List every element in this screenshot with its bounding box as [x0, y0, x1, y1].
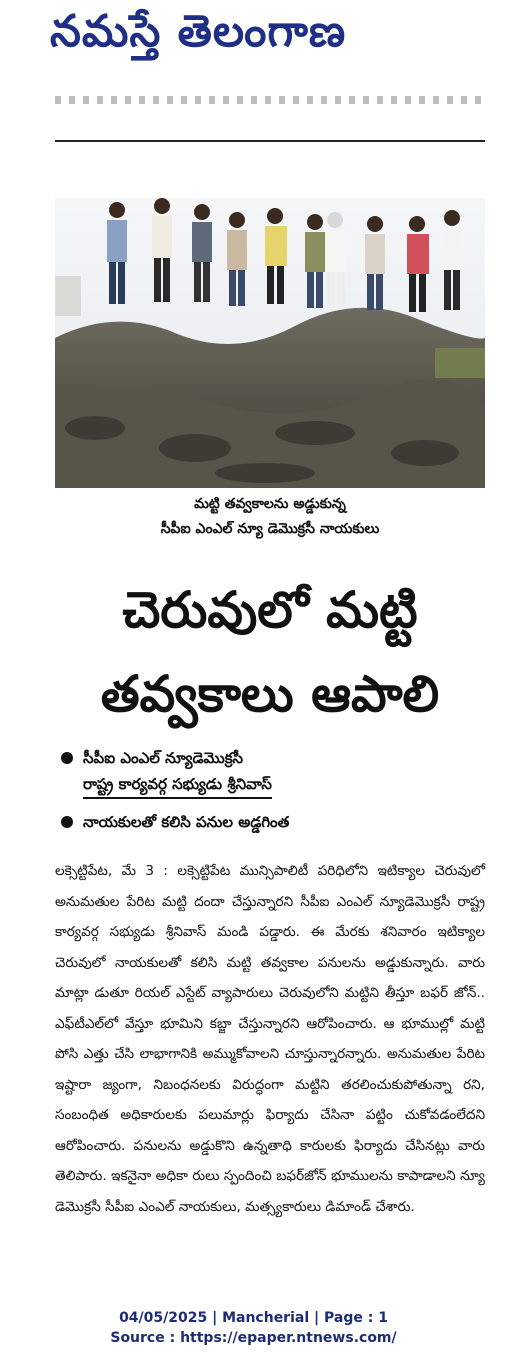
bullet-icon [61, 752, 73, 764]
bullet-item [55, 809, 485, 835]
caption-line: సీపీఐ ఎంఎల్ న్యూ డెమొక్రసీ నాయకులు [160, 521, 380, 537]
divider [55, 140, 485, 142]
page-footer [0, 1308, 507, 1348]
bullet-text: రాష్ట్ర కార్యవర్గ సభ్యుడు శ్రీనివాస్ [83, 771, 272, 799]
bullet-item [55, 745, 485, 799]
bullet-text: సీపీఐ ఎంఎల్ న్యూడెమొక్రసీ [83, 749, 244, 767]
bullet-text: నాయకులతో కలిసి పనుల అడ్డగింత [83, 813, 290, 831]
article-body [55, 856, 485, 1222]
bullet-list [55, 745, 485, 835]
headline-line-2: తవ్వకాలు ఆపాలి [100, 665, 440, 723]
masthead [0, 0, 507, 92]
footer-date-line: 04/05/2025 | Mancherial | Page : 1 [119, 1310, 388, 1326]
bullet-icon [61, 816, 73, 828]
masthead-strip [55, 96, 485, 104]
newspaper-logo: నమస్తే తెలంగాణ [50, 6, 347, 57]
article-paragraph: లక్సెట్టిపేట, మే 3 : లక్సెట్టిపేట మున్సిపాలిటీ పరిధిలోని ఇటిక్యాల చెరువులో అనుమతుల పేరిట మట్టి దందా చేస్తున్నారని సీపీఐ ఎంఎల్ న్యూడెమొక్రసీ రాష్ట్ర కార్యవర్గ సభ్యుడు శ్రీనివాస్ మండి పడ్డారు. ఈ మేరకు శనివారం ఇటిక్యాల చెరువులో నాయకులతో కలిసి మట్టి తవ్వకాల పనులను అడ్డుకున్నారు. వారు మాట్లా డుతూ రియల్ ఎస్టేట్ వ్యాపారులు చెరువులోని మట్టిని తీస్తూ బఫర్ జోన్.. ఎఫ్‌టీఎల్‌లో వేస్తూ భూమిని కబ్జా చేస్తున్నారని ఆరోపించారు. ఆ భూముల్లో మట్టి పోసి ఎత్తు చేసి లాభాగానికి అమ్ముకోవాలని చూస్తున్నారన్నారు. అనుమతుల పేరిట ఇష్టారా జ్యంగా, నిబంధనలకు విరుద్ధంగా మట్టిని తరలించుకుపోతున్నా రని, సంబంధిత అధికారులకు పలుమార్లు ఫిర్యాదు చేసినా పట్టిం చుకోవడంలేదని ఆరోపించారు. పనులను అడ్డుకొని ఉన్నతాధి కారులకు ఫిర్యాదు చేసినట్లు వారు తెలిపారు. ఇకనైనా అధికా రులు స్పందించి బఫర్‌జోన్ భూములను కాపాడాలని న్యూ డెమొక్రసీ సీపీఐ ఎంఎల్ నాయకులు, మత్స్యకారులు డిమాండ్ చేశారు. [55, 863, 485, 1215]
footer-source-link[interactable]: Source : https://epaper.ntnews.com/ [110, 1330, 397, 1346]
photo-caption [55, 492, 485, 542]
news-photo [55, 198, 485, 488]
photo-icon [55, 198, 485, 488]
headline-line-1: చెరువులో మట్టి [122, 581, 418, 639]
caption-line: మట్టి తవ్వకాలను అడ్డుకున్న [194, 496, 346, 512]
